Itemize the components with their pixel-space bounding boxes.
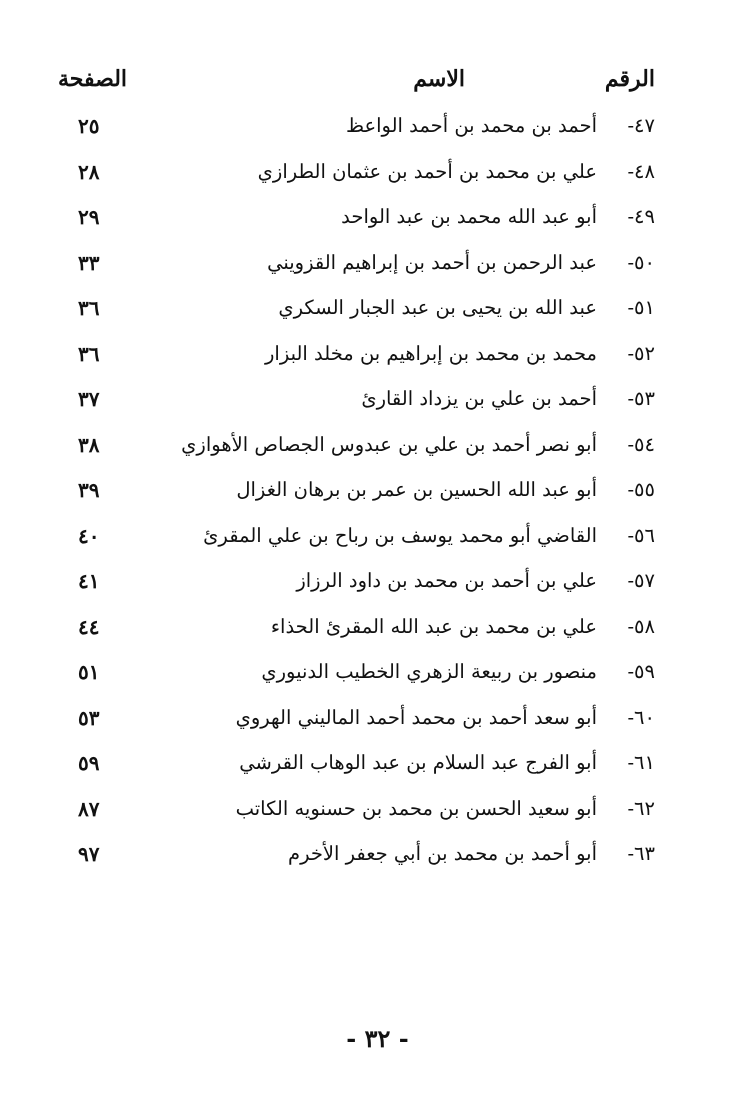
row-number: ٥٤- — [627, 432, 655, 456]
row-name: أبو أحمد بن محمد بن أبي جعفر الأخرم — [288, 842, 597, 865]
row-name: عبد الله بن يحيى بن عبد الجبار السكري — [278, 296, 597, 319]
row-number: ٥٣- — [627, 387, 655, 410]
row-page: ٣٦ — [78, 341, 100, 366]
table-row — [0, 789, 755, 835]
table-row — [0, 334, 755, 380]
row-page: ٣٨ — [78, 432, 100, 457]
row-name: أبو نصر أحمد بن علي بن عبدوس الجصاص الأهوازي — [181, 432, 597, 456]
table-row — [0, 470, 755, 516]
table-row — [0, 561, 755, 607]
row-name: أحمد بن محمد بن أحمد الواعظ — [345, 114, 597, 137]
row-page: ٥٣ — [78, 705, 100, 730]
row-page: ٥١ — [78, 660, 100, 684]
row-number: ٥٩- — [627, 660, 655, 683]
row-page: ٤٠ — [78, 523, 100, 548]
row-name: أبو سعيد الحسن بن محمد بن حسنويه الكاتب — [235, 796, 597, 820]
row-number: ٥٨- — [627, 614, 655, 638]
row-number: ٥١- — [627, 296, 655, 319]
row-name: علي بن أحمد بن محمد بن داود الرزاز — [296, 569, 597, 592]
row-number: ٤٧- — [627, 114, 655, 137]
row-page: ٣٣ — [78, 250, 100, 275]
row-page: ٣٧ — [78, 387, 100, 411]
row-number: ٥٢- — [627, 341, 655, 365]
table-row — [0, 834, 755, 880]
index-table — [0, 106, 755, 880]
page-number: - ٣٢ - — [346, 1024, 409, 1053]
row-page: ٥٩ — [78, 751, 100, 775]
row-name: علي بن محمد بن عبد الله المقرئ الحذاء — [270, 614, 597, 638]
row-page: ٤٤ — [78, 614, 100, 639]
row-name: أحمد بن علي بن يزداد القارئ — [361, 387, 597, 410]
row-number: ٥٥- — [627, 478, 655, 501]
header-number: الرقم — [604, 66, 655, 92]
row-number: ٥٦- — [627, 523, 655, 547]
row-name: علي بن محمد بن أحمد بن عثمان الطرازي — [257, 159, 597, 183]
row-page: ٢٩ — [78, 205, 100, 229]
table-row — [0, 243, 755, 289]
row-number: ٤٩- — [627, 205, 655, 228]
row-number: ٥٧- — [627, 569, 655, 592]
table-row — [0, 106, 755, 152]
row-page: ٢٥ — [78, 114, 100, 138]
table-row — [0, 743, 755, 789]
row-name: أبو الفرج عبد السلام بن عبد الوهاب القرشي — [239, 751, 597, 774]
row-name: القاضي أبو محمد يوسف بن رباح بن علي المقرئ — [203, 523, 597, 547]
row-name: أبو عبد الله محمد بن عبد الواحد — [341, 205, 597, 228]
row-number: ٤٨- — [627, 159, 655, 183]
table-row — [0, 379, 755, 425]
row-page: ٣٦ — [78, 296, 100, 320]
table-row — [0, 607, 755, 653]
row-name: محمد بن محمد بن إبراهيم بن مخلد البزار — [264, 341, 597, 365]
row-number: ٥٠- — [627, 250, 655, 274]
header-name: الاسم — [413, 66, 465, 92]
table-row — [0, 698, 755, 744]
row-page: ٤١ — [78, 569, 100, 593]
table-row — [0, 652, 755, 698]
header-page: الصفحة — [58, 66, 128, 92]
table-row — [0, 516, 755, 562]
row-number: ٦٣- — [627, 842, 655, 865]
table-row — [0, 197, 755, 243]
row-name: أبو سعد أحمد بن محمد أحمد الماليني الهروي — [235, 705, 597, 729]
row-number: ٦١- — [627, 751, 655, 774]
table-row — [0, 152, 755, 198]
row-page: ٣٩ — [78, 478, 100, 502]
row-name: عبد الرحمن بن أحمد بن إبراهيم القزويني — [267, 250, 597, 274]
row-number: ٦٢- — [627, 796, 655, 820]
row-page: ٩٧ — [78, 842, 100, 866]
row-page: ٨٧ — [78, 796, 100, 821]
row-number: ٦٠- — [627, 705, 655, 729]
table-header — [0, 60, 755, 100]
row-page: ٢٨ — [78, 159, 100, 184]
table-row — [0, 425, 755, 471]
table-row — [0, 288, 755, 334]
row-name: منصور بن ربيعة الزهري الخطيب الدنيوري — [261, 660, 597, 683]
row-name: أبو عبد الله الحسين بن عمر بن برهان الغزال — [236, 478, 597, 501]
